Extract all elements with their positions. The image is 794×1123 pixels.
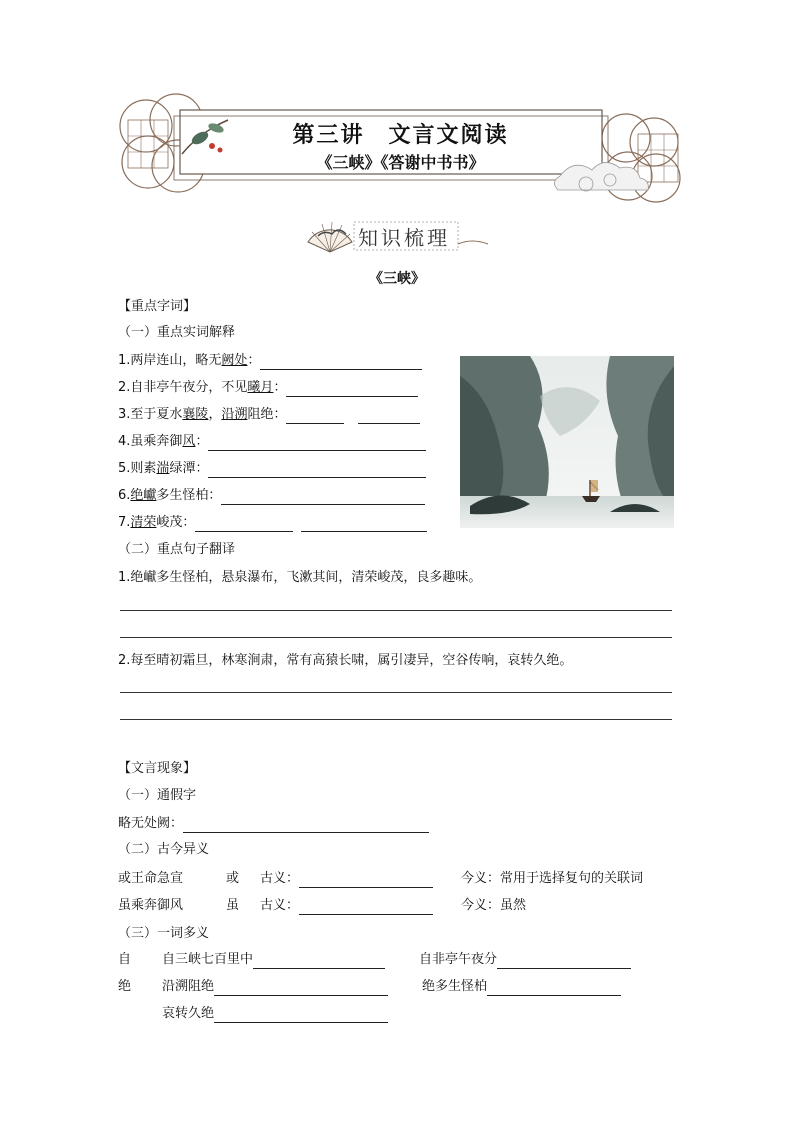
landscape-painting <box>460 356 674 528</box>
item-text: 绿潭： <box>169 461 209 476</box>
item-text: ： <box>195 434 209 449</box>
subheading-gujin: （二）古今异义 <box>118 842 210 857</box>
gujin-word: 或 <box>226 871 240 886</box>
tongjia-text: 略无处阙： <box>118 816 184 831</box>
item-text: 多生怪柏： <box>156 488 222 503</box>
item-text: 虽乘奔御 <box>130 434 183 449</box>
answer-blank[interactable] <box>358 411 420 424</box>
subheading-duoyi: （三）一词多义 <box>118 926 210 941</box>
item-text: 则素 <box>130 461 157 476</box>
answer-blank[interactable] <box>286 411 344 424</box>
subheading-shici: （一）重点实词解释 <box>118 325 236 340</box>
gujin-phrase: 或王命急宣 <box>118 871 184 886</box>
subheading-tongjia: （一）通假字 <box>118 788 197 803</box>
duoyi-example: 绝多生怪柏 <box>422 979 488 994</box>
gujin-phrase: 虽乘奔御风 <box>118 898 184 913</box>
item-text: ， <box>208 407 222 422</box>
item-text: 两岸连山，略无 <box>130 353 222 368</box>
gujin-jin: 今义：常用于选择复句的关联词 <box>461 871 644 886</box>
phenomena-heading: 【文言现象】 <box>118 761 197 776</box>
section-title: 《三峡》 <box>369 271 425 287</box>
three-gorges-image <box>460 356 674 528</box>
word-item-1 <box>118 352 422 370</box>
answer-blank[interactable] <box>221 492 425 505</box>
item-num: 2. <box>118 380 131 395</box>
answer-blank[interactable] <box>286 384 418 397</box>
answer-blank[interactable] <box>214 1010 388 1023</box>
answer-blank[interactable] <box>208 438 426 451</box>
word-item-5 <box>118 460 426 478</box>
item-key-word: 湍 <box>156 461 170 476</box>
answer-line[interactable] <box>120 610 672 611</box>
item-text: 自非亭午夜分，不见 <box>130 380 248 395</box>
key-words-heading: 【重点字词】 <box>118 299 197 314</box>
gujin-gu-label: 古义： <box>260 898 300 913</box>
answer-blank[interactable] <box>260 357 422 370</box>
duoyi-word: 绝 <box>118 979 132 994</box>
duoyi-example: 自三峡七百里中 <box>162 952 254 967</box>
item-text: 至于夏水 <box>130 407 183 422</box>
answer-line[interactable] <box>120 637 672 638</box>
duoyi-row-1 <box>118 951 631 969</box>
word-item-2 <box>118 379 418 397</box>
duoyi-word: 自 <box>118 952 132 967</box>
duoyi-row-3 <box>162 1005 388 1023</box>
answer-blank[interactable] <box>301 519 427 532</box>
duoyi-row-2 <box>118 978 621 996</box>
item-num: 1. <box>118 353 131 368</box>
item-key-word: 曦月 <box>247 380 274 395</box>
item-num: 6. <box>118 488 131 503</box>
page-title: 第三讲 文言文阅读 <box>292 122 509 148</box>
translation-sentence-2: 2.每至晴初霜旦，林寒涧肃，常有高猿长啸，属引凄异，空谷传响，哀转久绝。 <box>118 653 573 668</box>
item-key-word: 绝巘 <box>130 488 157 503</box>
answer-blank[interactable] <box>253 956 385 969</box>
answer-blank[interactable] <box>208 465 426 478</box>
section-badge <box>302 212 492 256</box>
answer-blank[interactable] <box>195 519 293 532</box>
item-key-word: 阙处 <box>221 353 248 368</box>
subheading-translation: （二）重点句子翻译 <box>118 542 236 557</box>
word-item-7 <box>118 514 427 532</box>
answer-blank[interactable] <box>497 956 631 969</box>
item-num: 7. <box>118 515 131 530</box>
page-subtitle: 《三峡》《答谢中书书》 <box>316 153 485 172</box>
item-key-word: 风 <box>182 434 196 449</box>
duoyi-example: 沿溯阻绝 <box>162 979 215 994</box>
gujin-row-2 <box>118 897 526 915</box>
gujin-row-1 <box>118 870 643 888</box>
item-num: 5. <box>118 461 131 476</box>
item-text: 峻茂： <box>156 515 196 530</box>
gujin-jin: 今义：虽然 <box>461 898 527 913</box>
item-key-word: 襄陵 <box>182 407 209 422</box>
answer-line[interactable] <box>120 692 672 693</box>
answer-blank[interactable] <box>299 902 433 915</box>
item-num: 3. <box>118 407 131 422</box>
word-item-3 <box>118 406 420 424</box>
item-text: 阻绝： <box>247 407 287 422</box>
header-banner <box>108 80 693 230</box>
item-num: 4. <box>118 434 131 449</box>
answer-blank[interactable] <box>183 820 429 833</box>
badge-label: 知识梳理 <box>358 226 450 250</box>
item-key-word: 清荣 <box>130 515 157 530</box>
answer-blank[interactable] <box>214 983 388 996</box>
gujin-word: 虽 <box>226 898 240 913</box>
duoyi-example: 哀转久绝 <box>162 1006 215 1021</box>
item-text: ： <box>247 353 261 368</box>
duoyi-example: 自非亭午夜分 <box>419 952 498 967</box>
gujin-gu-label: 古义： <box>260 871 300 886</box>
answer-line[interactable] <box>120 719 672 720</box>
answer-blank[interactable] <box>299 875 433 888</box>
item-text: ： <box>273 380 287 395</box>
word-item-6 <box>118 487 425 505</box>
translation-sentence-1: 1.绝𪩘多生怪柏，悬泉瀑布，飞漱其间，清荣峻茂，良多趣味。 <box>118 570 482 585</box>
answer-blank[interactable] <box>487 983 621 996</box>
word-item-4 <box>118 433 426 451</box>
item-key-word: 沿溯 <box>221 407 248 422</box>
tongjia-item <box>118 815 429 833</box>
